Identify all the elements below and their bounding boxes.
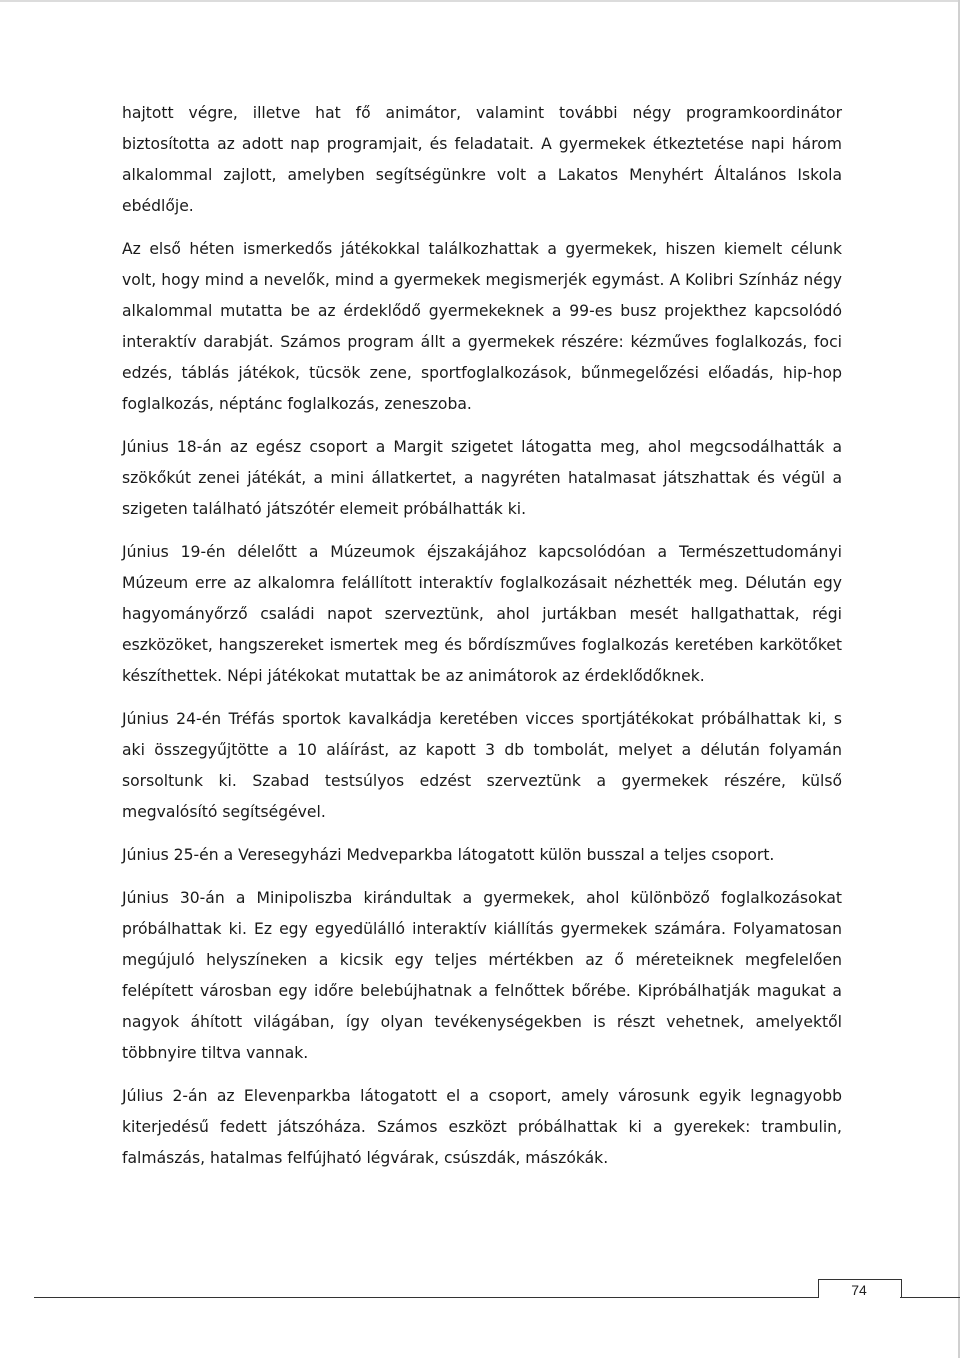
- paragraph-june-19: Június 19-én délelőtt a Múzeumok éjszakájához kapcsolódóan a Természettudományi Múzeum erre az alkalomra felállított interaktív foglalkozásait nézhették meg. Délután egy hagyományőrző családi napot szerveztünk, ahol jurtákban mesét hallgathattak, régi eszközöket, hangszereket ismertek meg és bőrdíszműves foglalkozás keretében karkötőket készíthettek. Népi játékokat mutattak be az animátorok az érdeklődőknek.: [122, 543, 842, 685]
- page-number: 74: [851, 1282, 867, 1298]
- paragraph-june-25: Június 25-én a Veresegyházi Medveparkba látogatott külön busszal a teljes csoport.: [122, 846, 775, 864]
- paragraph-june-24: Június 24-én Tréfás sportok kavalkádja keretében vicces sportjátékokat próbálhattak ki, s aki összegyűjtötte a 10 aláírást, az kapott 3 db tombolát, melyet a délután folyamán sorsoltunk ki. Szabad testsúlyos edzést szerveztünk a gyermekek részére, külső megvalósító segítségével.: [122, 710, 842, 821]
- footer-rule-left: [34, 1297, 818, 1298]
- paragraph-july-2: Július 2-án az Elevenparkba látogatott el a csoport, amely városunk egyik legnagyobb kiterjedésű fedett játszóháza. Számos eszközt próbálhattak ki a gyerekek: trambulin, falmászás, hatalmas felfújható légvárak, csúszdák, mászókák.: [122, 1087, 842, 1167]
- paragraph-staffing: hajtott végre, illetve hat fő animátor, valamint további négy programkoordinátor biztosította az adott nap programjait, és feladatait. A gyermekek étkeztetése napi három alkalommal zajlott, amelyben segítségünkre volt a Lakatos Menyhért Általános Iskola ebédlője.: [122, 104, 842, 215]
- paragraph-june-30: Június 30-án a Minipoliszba kirándultak a gyermekek, ahol különböző foglalkozásokat próbálhattak ki. Ez egy egyedülálló interaktív kiállítás gyermekek számára. Folyamatosan megújuló helyszíneken a kicsik egy teljes mértékben az ő méreteiknek megfelelően felépített városban egy időre belebújhatnak a felnőttek bőrébe. Kipróbálhatják magukat a nagyok áhított világában, így olyan tevékenységekben is részt vehetnek, amelyektől többnyire tiltva vannak.: [122, 889, 842, 1062]
- paragraph-june-18: Június 18-án az egész csoport a Margit szigetet látogatta meg, ahol megcsodálhatták a szökőkút zenei játékát, a mini állatkertet, a nagyréten hatalmasat játszhattak és végül a szigeten található játszótér elemeit próbálhatták ki.: [122, 438, 842, 518]
- footer-rule-right: [900, 1297, 960, 1298]
- paragraph-first-week: Az első héten ismerkedős játékokkal találkozhattak a gyermekek, hiszen kiemelt célunk volt, hogy mind a nevelők, mind a gyermekek megismerjék egymást. A Kolibri Színház négy alkalommal mutatta be az érdeklődő gyermekeknek a 99-es busz projekthez kapcsolódó interaktív darabját. Számos program állt a gyermekek részére: kézműves foglalkozás, foci edzés, táblás játékok, tücsök zene, sportfoglalkozások, bűnmegelőzési előadás, hip-hop foglalkozás, néptánc foglalkozás, zeneszoba.: [122, 240, 842, 413]
- body-text: [122, 98, 842, 1186]
- scan-top-edge: [0, 0, 960, 2]
